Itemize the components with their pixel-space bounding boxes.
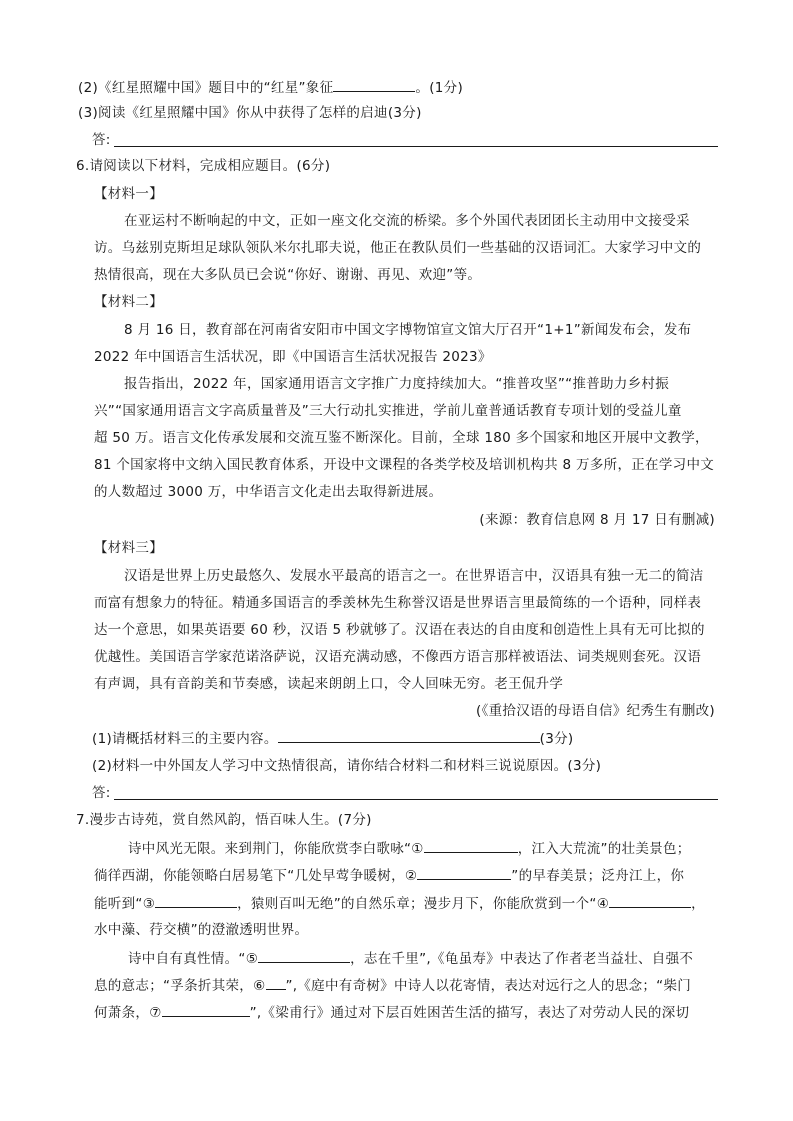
q6-answer-line[interactable]: [114, 798, 718, 800]
q7-p1-line3: [94, 893, 705, 914]
q7-p2-line2: [94, 975, 691, 996]
q7-p1-line3-c: ，: [691, 896, 705, 912]
q7-p1-line3-a: 能听到“③: [94, 896, 156, 912]
q6-m2-line7: 的人数超过 3000 万，中华语言文化走出去取得新进展。: [94, 484, 443, 500]
q6-m3-line3: 达一个意思，如果英语要 60 秒，汉语 5 秒就够了。汉语在表达的自由度和创造性上具有无可比拟的: [94, 622, 705, 638]
q7-p2-line1-a: 诗中自有真性情。“⑤: [128, 951, 259, 967]
q6-m3-line1: 汉语是世界上历史最悠久、发展水平最高的语言之一。在世界语言中，汉语具有独一无二的简洁: [124, 568, 704, 584]
q7-p2-line2-a: 息的意志；“孚条折其荣，⑥: [94, 978, 266, 994]
q7-title: 7.漫步古诗苑，赏自然风韵，悟百味人生。(7分): [76, 812, 372, 828]
q6-material2-heading: 【材料二】: [94, 294, 163, 310]
q6-sub1-blank[interactable]: [278, 728, 540, 743]
q6-m1-line2: 访。乌兹别克斯坦足球队领队米尔扎耶夫说，他正在教队员们一些基础的汉语词汇。大家学习中文的: [94, 240, 702, 256]
q5-sub2-score: 。(1分): [415, 80, 464, 96]
q7-blank-7[interactable]: [162, 1002, 250, 1017]
q6-title: 6.请阅读以下材料，完成相应题目。(6分): [76, 158, 331, 174]
q6-m3-line2: 而富有想象力的特征。精通多国语言的季羡林先生称誉汉语是世界语言里最简练的一个语种，同样表: [94, 595, 702, 611]
q7-p1-line2-b: ”的早春美景；泛舟江上，你: [511, 868, 685, 884]
q5-sub2-text: (2)《红星照耀中国》题目中的“红星”象征: [78, 80, 334, 96]
q7-blank-6[interactable]: [266, 975, 286, 990]
q7-p1-line1: [128, 838, 691, 859]
q7-p2-line3: [94, 1002, 689, 1023]
q6-sub1-text: (1)请概括材料三的主要内容。: [92, 731, 278, 747]
q6-m2-line5: 超 50 万。语言文化传承发展和交流互鉴不断深化。目前，全球 180 多个国家和地区开展中文教学，: [94, 430, 709, 446]
q6-m2-line4: 兴”“国家通用语言文字高质量普及”三大行动扎实推进，学前儿童普通话教育专项计划的受益儿童: [94, 403, 682, 419]
q6-m3-line4: 优越性。美国语言学家范诺洛萨说，汉语充满动感，不像西方语言那样被语法、词类规则套死。汉语: [94, 649, 702, 665]
q7-blank-2[interactable]: [417, 865, 511, 880]
q5-sub3: (3)阅读《红星照耀中国》你从中获得了怎样的启迪(3分): [78, 105, 422, 121]
q7-p2-line3-b: ”,《梁甫行》通过对下层百姓困苦生活的描写，表达了对劳动人民的深切: [249, 1005, 690, 1021]
q6-m2-source: (来源：教育信息网 8 月 17 日有删减): [479, 512, 715, 528]
q6-material3-heading: 【材料三】: [94, 540, 163, 556]
q7-p2-line1-b: ，志在千里”,《龟虽寿》中表达了作者老当益壮、自强不: [350, 951, 694, 967]
q6-m1-line3: 热情很高，现在大多队员已会说“你好、谢谢、再见、欢迎”等。: [94, 267, 482, 283]
q6-m1-line1: 在亚运村不断响起的中文，正如一座文化交流的桥梁。多个外国代表团团长主动用中文接受采: [124, 213, 690, 229]
q7-p1-line1-b: ，江入大荒流”的壮美景色；: [517, 841, 691, 857]
q7-p2-line3-a: 何萧条，⑦: [94, 1005, 162, 1021]
q7-blank-1[interactable]: [424, 838, 518, 853]
q7-p1-line4: 水中藻、荇交横”的澄澈透明世界。: [94, 922, 309, 938]
q7-p2-line2-b: ”,《庭中有奇树》中诗人以花寄情，表达对远行之人的思念；“柴门: [285, 978, 692, 994]
q7-p1-line2: [94, 865, 684, 886]
q7-blank-3[interactable]: [155, 893, 237, 908]
q7-blank-5[interactable]: [258, 948, 350, 963]
q5-sub2-blank[interactable]: [333, 77, 415, 92]
q7-p1-line2-a: 徜徉西湖，你能领略白居易笔下“几处早莺争暖树，②: [94, 868, 418, 884]
q7-blank-4[interactable]: [609, 893, 691, 908]
q7-p1-line3-b: ，猿则百叫无绝”的自然乐章；漫步月下，你能欣赏到一个“④: [237, 896, 610, 912]
q6-sub1-score: (3分): [539, 731, 574, 747]
q7-p2-line1: [128, 948, 693, 969]
q6-m3-source: (《重拾汉语的母语自信》纪秀生有删改): [476, 703, 715, 719]
q6-answer-label: 答:: [92, 785, 111, 801]
q5-sub2: [78, 77, 463, 98]
q6-m2-line6: 81 个国家将中文纳入国民教育体系，开设中文课程的各类学校及培训机构共 8 万多所，正在学习中文: [94, 457, 715, 473]
q6-m3-line5: 有声调，具有音韵美和节奏感，读起来朗朗上口，令人回味无穷。老王侃升学: [94, 676, 564, 692]
q6-material1-heading: 【材料一】: [94, 186, 163, 202]
q5-answer-label: 答:: [92, 132, 111, 148]
q6-m2-line3: 报告指出，2022 年，国家通用语言文字推广力度持续加大。“推普攻坚”“推普助力乡村振: [124, 376, 670, 392]
q7-p1-line1-a: 诗中风光无限。来到荆门，你能欣赏李白歌咏“①: [128, 841, 424, 857]
q5-answer-line[interactable]: [114, 145, 718, 147]
q6-sub1: [92, 728, 573, 749]
q6-sub2: (2)材料一中外国友人学习中文热情很高，请你结合材料二和材料三说说原因。(3分): [92, 758, 602, 774]
q6-m2-line2: 2022 年中国语言生活状况，即《中国语言生活状况报告 2023》: [94, 349, 492, 365]
q6-m2-line1: 8 月 16 日，教育部在河南省安阳市中国文字博物馆宣文馆大厅召开“1+1”新闻发布会，发布: [124, 322, 692, 338]
